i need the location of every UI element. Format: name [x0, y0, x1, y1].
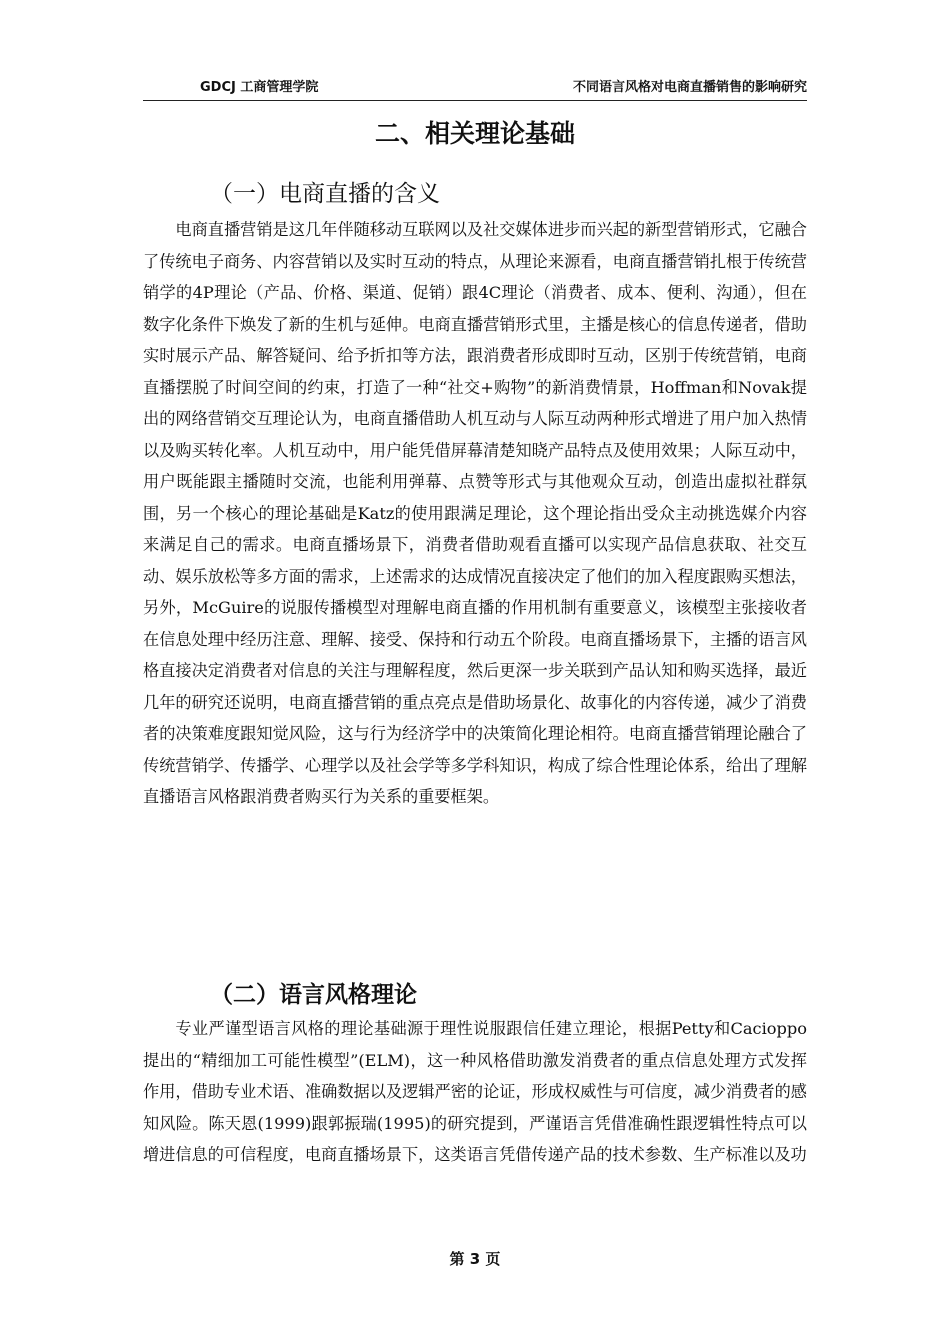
- section-heading-2: （二）语言风格理论: [210, 982, 417, 1008]
- section-2-paragraph: 专业严谨型语言风格的理论基础源于理性说服跟信任建立理论，根据Petty和Cacioppo提出的“精细加工可能性模型”(ELM)，这一种风格借助激发消费者的重点信息处理方式发挥作用，借助专业术语、准确数据以及逻辑严密的论证，形成权威性与可信度，减少消费者的感知风险。陈天恩(1999)跟郭振瑞(1995)的研究提到，严谨语言凭借准确性跟逻辑性特点可以增进信息的可信程度，电商直播场景下，这类语言凭借传递产品的技术参数、生产标准以及功: [143, 1019, 807, 1164]
- chapter-title: 二、相关理论基础: [374, 119, 575, 148]
- header-paper-title: 不同语言风格对电商直播销售的影响研究: [572, 80, 807, 95]
- section-1-paragraph: 电商直播营销是这几年伴随移动互联网以及社交媒体进步而兴起的新型营销形式，它融合了传统电子商务、内容营销以及实时互动的特点，从理论来源看，电商直播营销扎根于传统营销学的4P理论（产品、价格、渠道、促销）跟4C理论（消费者、成本、便利、沟通），但在数字化条件下焕发了新的生机与延伸。电商直播营销形式里，主播是核心的信息传递者，借助实时展示产品、解答疑问、给予折扣等方法，跟消费者形成即时互动，区别于传统营销，电商直播摆脱了时间空间的约束，打造了一种“社交+购物”的新消费情景，Hoffman和Novak提出的网络营销交互理论认为，电商直播借助人机互动与人际互动两种形式增进了用户加入热情以及购买转化率。人机互动中，用户能凭借屏幕清楚知晓产品特点及使用效果；人际互动中，用户既能跟主播随时交流，也能利用弹幕、点赞等形式与其他观众互动，创造出虚拟社群氛围，另一个核心的理论基础是Katz的使用跟满足理论，这个理论指出受众主动挑选媒介内容来满足自己的需求。电商直播场景下，消费者借助观看直播可以实现产品信息获取、社交互动、娱乐放松等多方面的需求，上述需求的达成情况直接决定了他们的加入程度跟购买想法，另外，McGuire的说服传播模型对理解电商直播的作用机制有重要意义，该模型主张接收者在信息处理中经历注意、理解、接受、保持和行动五个阶段。电商直播场景下，主播的语言风格直接决定消费者对信息的关注与理解程度，然后更深一步关联到产品认知和购买选择，最近几年的研究还说明，电商直播营销的重点亮点是借助场景化、故事化的内容传递，减少了消费者的决策难度跟知觉风险，这与行为经济学中的决策简化理论相符。电商直播营销理论融合了传统营销学、传播学、心理学以及社会学等多学科知识，构成了综合性理论体系，给出了理解直播语言风格跟消费者购买行为关系的重要框架。: [143, 220, 807, 806]
- page-header: [143, 76, 807, 101]
- page-number: 第 3 页: [449, 1250, 501, 1268]
- section-heading-1: （一）电商直播的含义: [210, 181, 440, 207]
- header-institution: GDCJ 工商管理学院: [200, 80, 319, 95]
